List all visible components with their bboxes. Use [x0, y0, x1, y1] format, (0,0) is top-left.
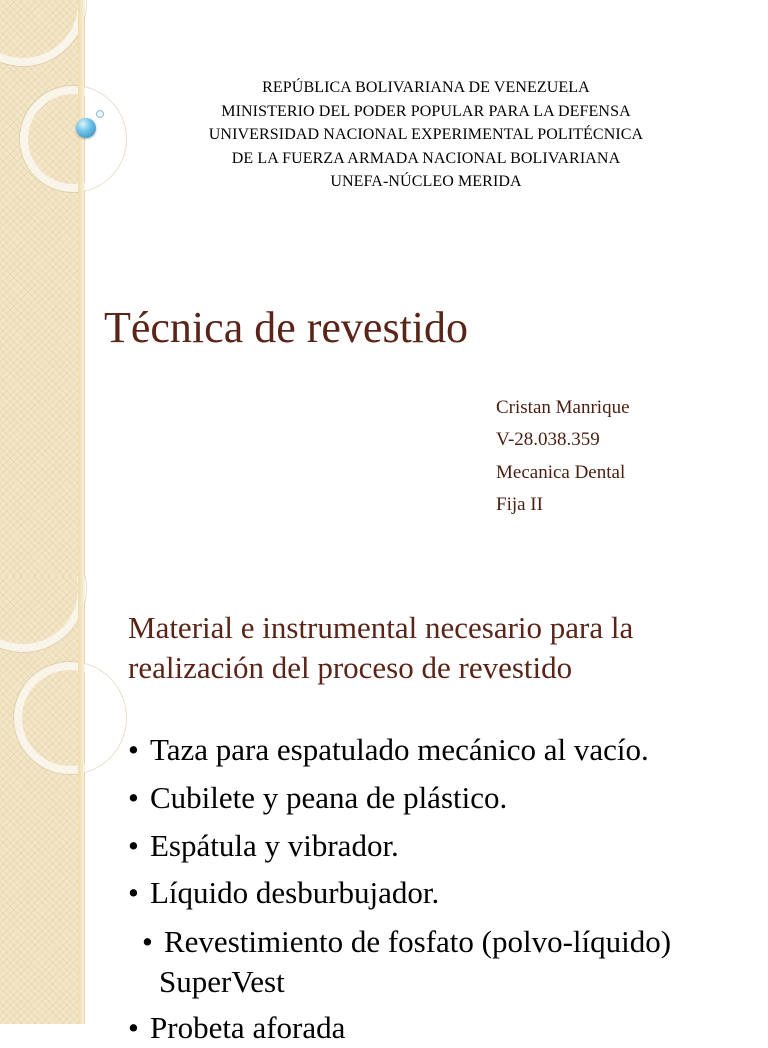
list-item-continuation: [159, 962, 285, 1002]
list-item: [128, 873, 439, 913]
list-item: [128, 826, 399, 866]
list-item: [142, 922, 671, 962]
author-subject: Fija II: [496, 493, 543, 515]
list-item: [128, 730, 649, 770]
author-course: Mecanica Dental: [496, 461, 626, 483]
bullet-icon: •: [142, 924, 153, 959]
list-item-text: SuperVest: [159, 964, 285, 999]
list-item-text: Cubilete y peana de plástico.: [150, 780, 508, 815]
list-item-text: Taza para espatulado mecánico al vacío.: [150, 732, 649, 767]
author-id: V-28.038.359: [496, 429, 600, 451]
list-item-text: Espátula y vibrador.: [150, 828, 399, 863]
bullet-icon: •: [128, 732, 139, 767]
list-item: [128, 1008, 345, 1048]
side-panel-stripe: [78, 576, 84, 1024]
decorative-ring: [0, 0, 86, 66]
presentation-title: Técnica de revestido: [104, 303, 469, 352]
header-line: UNEFA-NÚCLEO MERIDA: [330, 173, 522, 190]
list-item-text: Revestimiento de fosfato (polvo-líquido): [164, 924, 672, 959]
header-line: DE LA FUERZA ARMADA NACIONAL BOLIVARIANA: [231, 149, 621, 167]
author-name: Cristan Manrique: [496, 397, 630, 418]
decorative-ring: [0, 576, 86, 652]
bullet-icon: •: [128, 1010, 139, 1045]
decorative-side-panel: [0, 0, 85, 576]
bullet-icon: •: [128, 828, 139, 863]
list-item: [128, 778, 507, 818]
slide2-title: Material e instrumental necesario para la realización del proceso de revestido: [128, 610, 634, 685]
institution-header: [84, 76, 768, 194]
list-item-text: Probeta aforada: [150, 1010, 346, 1045]
header-line: UNIVERSIDAD NACIONAL EXPERIMENTAL POLITÉCNICA: [208, 126, 644, 143]
list-item-text: Líquido desburbujador.: [150, 875, 440, 910]
author-info: [496, 392, 630, 521]
bullet-icon: •: [128, 875, 139, 910]
header-line: REPÚBLICA BOLIVARIANA DE VENEZUELA: [262, 79, 590, 96]
decorative-side-panel: [0, 576, 85, 1024]
decorative-ring: [14, 662, 126, 774]
header-line: MINISTERIO DEL PODER POPULAR PARA LA DEFENSA: [221, 102, 631, 120]
bullet-icon: •: [128, 780, 139, 815]
